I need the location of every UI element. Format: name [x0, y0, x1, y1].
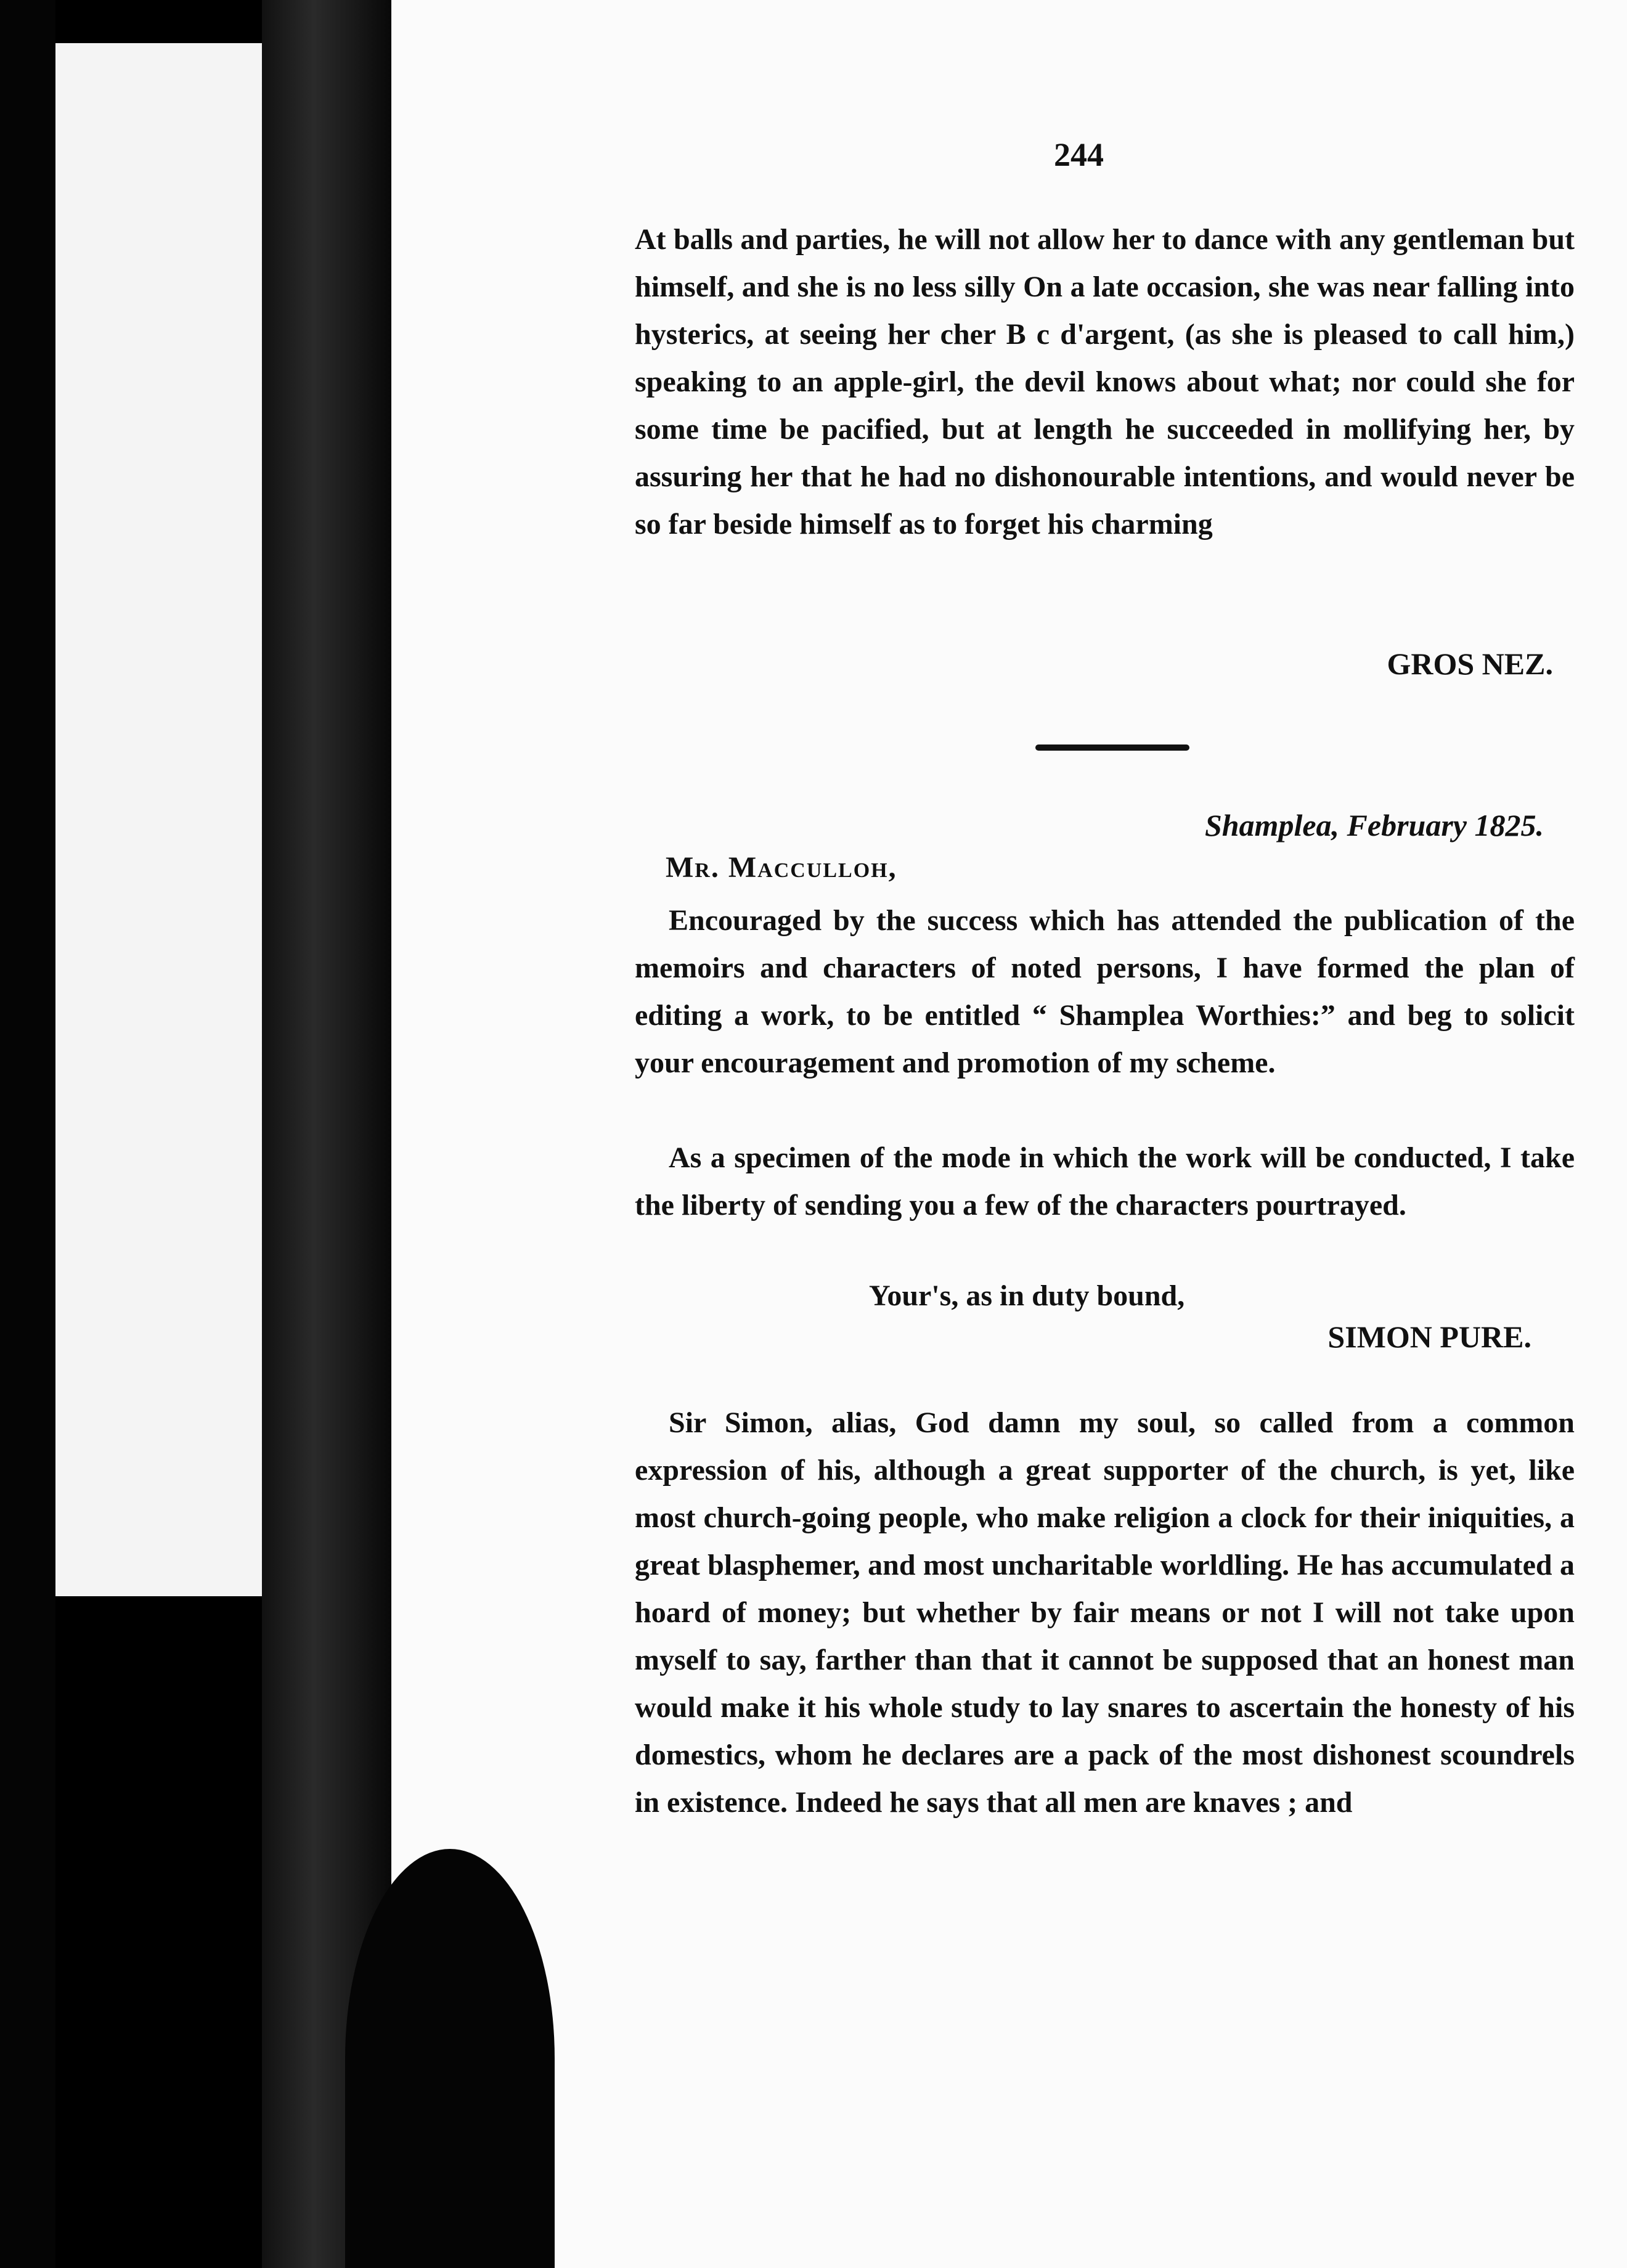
salutation: Mr. Macculloh,	[666, 851, 897, 884]
signature-gros-nez: GROS NEZ.	[1387, 647, 1553, 681]
signature-simon-pure: SIMON PURE.	[1327, 1320, 1531, 1354]
section-divider	[1035, 744, 1189, 751]
paragraph-1: At balls and parties, he will not allow her to dance with any gentleman but himself, and she is no less silly On a late occasion, she was near falling into hysterics, at seeing her cher B c d'argent, (as she is pleased to call him,) speaking to an apple-girl, the devil knows about what; nor could she for some time be pacified, but at length he succeeded in mollifying her, by assuring her that he had no dishonourable intentions, and would never be so far beside himself as to forget his charming	[635, 223, 1575, 540]
closing-line: Your's, as in duty bound,	[869, 1279, 1185, 1312]
dateline: Shamplea, February 1825.	[1204, 808, 1544, 842]
facing-page-edge	[55, 43, 262, 1596]
paragraph-4: Sir Simon, alias, God damn my soul, so called from a common expression of his, although a great supporter of the church, is yet, like most church-going people, who make religion a clock for their iniquities, a great blasphemer, and most uncharitable worldling. He has accumulated a hoard of money; but whether by fair means or not I will not take upon myself to say, farther than that it cannot be supposed that an honest man would make it his whole study to lay snares to ascertain the honesty of his domestics, whom he declares are a pack of the most dishonest scoundrels in existence. Indeed he says that all men are knaves ; and	[635, 1406, 1575, 1819]
paragraph-2: Encouraged by the success which has attended the publication of the memoirs and characters of noted persons, I have formed the plan of editing a work, to be entitled “ Shamplea Worthies:” and beg to solicit your encouragement and promotion of my scheme.	[635, 904, 1575, 1079]
page-number: 244	[1054, 136, 1104, 173]
left-shadow	[0, 0, 55, 2268]
thumb-shadow	[345, 1849, 555, 2268]
paragraph-3: As a specimen of the mode in which the work will be conducted, I take the liberty of sending you a few of the characters pourtrayed.	[635, 1141, 1575, 1222]
